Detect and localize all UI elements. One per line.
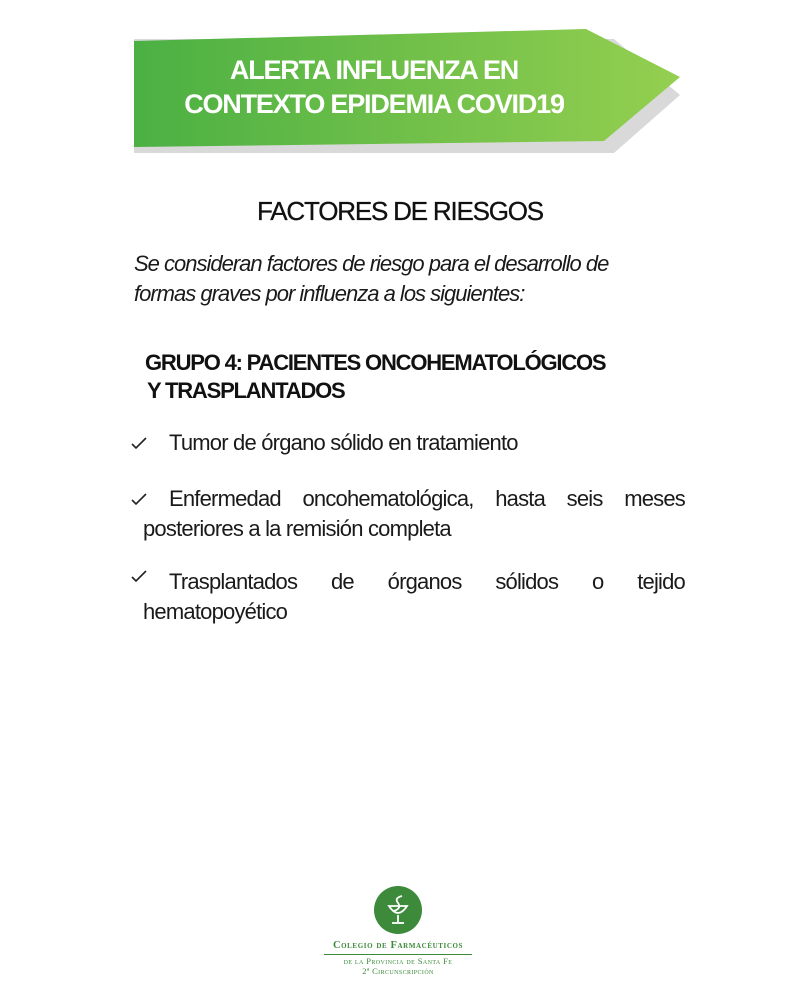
group-title-line2: Y TRASPLANTADOS xyxy=(147,378,345,403)
risk-item-2 xyxy=(143,484,685,544)
group-title-line1: GRUPO 4: PACIENTES ONCOHEMATOLÓGICOS xyxy=(145,350,606,375)
logo-subtitle-2: 2ª Circunscripción xyxy=(362,966,434,976)
banner-title xyxy=(134,53,614,121)
intro-text: Se consideran factores de riesgo para el desarrollo de formas graves por influenza a los siguientes: xyxy=(134,251,609,306)
title-banner xyxy=(134,29,680,153)
risk-item-3-line1: Trasplantados de órganos sólidos o tejido xyxy=(169,569,685,594)
group-title xyxy=(145,349,685,405)
risk-item-2-line1: Enfermedad oncohematológica, hasta seis meses xyxy=(169,486,685,511)
section-heading: FACTORES DE RIESGOS xyxy=(257,196,543,226)
logo-name: Colegio de Farmacéuticos xyxy=(332,940,464,951)
risk-item-1 xyxy=(143,428,685,458)
pharmacy-emblem-icon xyxy=(374,886,422,934)
banner-title-line1: ALERTA INFLUENZA EN xyxy=(229,55,519,85)
risk-item-1-text: Tumor de órgano sólido en tratamiento xyxy=(169,430,518,455)
banner-title-line2: CONTEXTO EPIDEMIA COVID19 xyxy=(184,89,564,119)
checkmark-icon xyxy=(131,492,147,506)
checkmark-icon xyxy=(131,569,147,583)
logo-divider xyxy=(324,954,472,955)
logo-subtitle-1: de la Provincia de Santa Fe xyxy=(343,956,453,966)
risk-item-3-line2: hematopoyético xyxy=(143,599,288,624)
risk-item-3 xyxy=(143,567,685,627)
checkmark-icon xyxy=(131,436,147,450)
colegio-logo xyxy=(300,880,500,980)
risk-item-2-line2: posteriores a la remisión completa xyxy=(143,516,451,541)
